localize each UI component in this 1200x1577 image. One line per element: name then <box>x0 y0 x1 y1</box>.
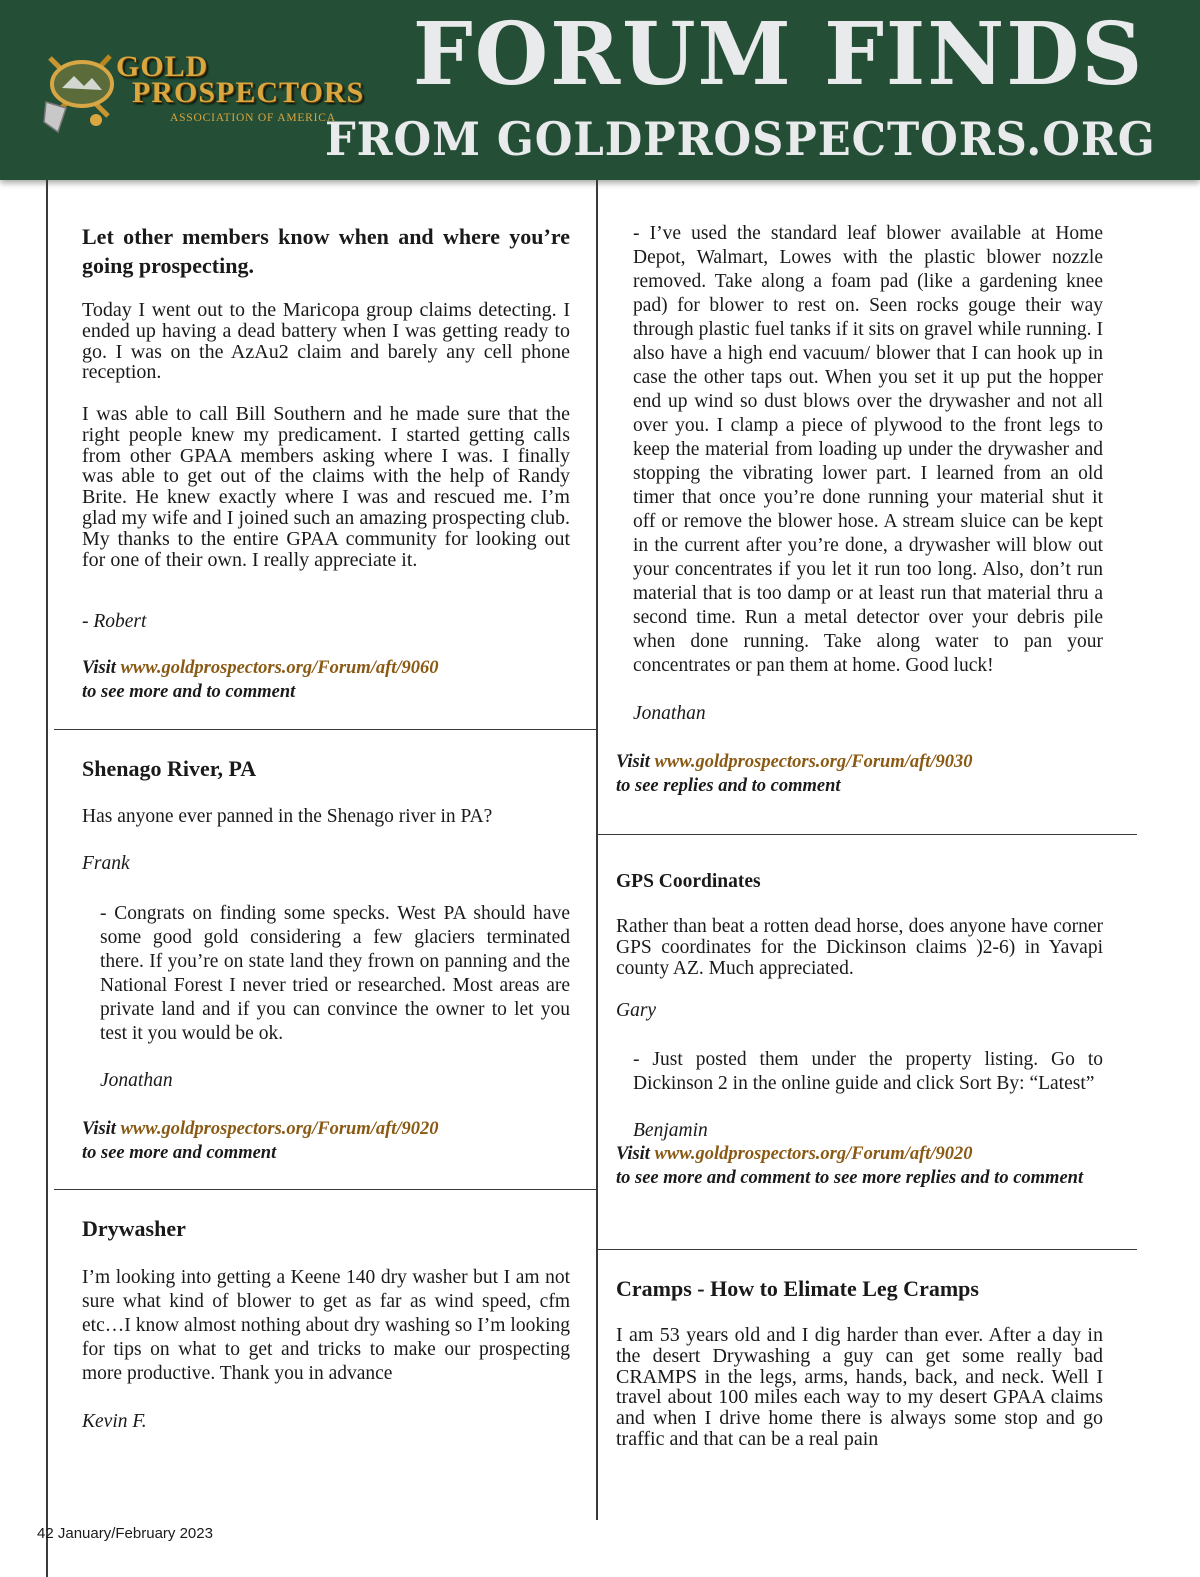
visit-label: Visit <box>616 752 650 772</box>
post-reply: - Just posted them under the property listing. Go to Dickinson 2 in the online guide and click Sort By: “Latest” <box>633 1049 1103 1094</box>
post-author: Frank <box>82 853 130 874</box>
post-heading: Let other members know when and where you’re going prospecting. <box>82 224 570 278</box>
forum-link[interactable]: www.goldprospectors.org/Forum/aft/9020 <box>654 1144 973 1164</box>
post-question: Has anyone ever panned in the Shenago river in PA? <box>82 806 493 827</box>
page-header <box>0 0 1200 180</box>
page-subtitle: FROM GOLDPROSPECTORS.ORG <box>325 112 1156 166</box>
section-divider <box>54 729 597 730</box>
post-body: I was able to call Bill Southern and he made sure that the right people knew my predicament. I started getting calls from other GPAA members asking where I was. I finally was able to get out of the claims with the help of Randy Brite. He knew exactly where I was and rescued me. I’m glad my wife and I joined such an amazing prospecting club. My thanks to the entire GPAA community for looking out for one of their own. I really appreciate it. <box>82 403 570 571</box>
forum-link[interactable]: www.goldprospectors.org/Forum/aft/9030 <box>654 752 973 772</box>
visit-label: Visit <box>82 658 116 678</box>
reply-author: Jonathan <box>100 1070 173 1091</box>
post-reply: - Congrats on finding some specks. West PA should have some good gold considering a few glaciers terminated there. If you’re on state land they frown on panning and the National Forest I never tried or researched. Most areas are private land and if you can convince the owner to let you test it you would be ok. <box>100 903 570 1044</box>
post-reply: - I’ve used the standard leaf blower available at Home Depot, Walmart, Lowes with the plastic blower nozzle removed. Take along a foam pad (like a gardening knee pad) for blower to rest on. Seen rocks gouge their way through plastic fuel tanks if it sits on gravel while running. I also have a high end vacuum/ blower that I can hook up in case the other taps out. When you set it up put the hopper end up wind so dust blows over the drywasher and not all over you. I clamp a piece of plywood to the front legs to keep the material from loading up under the drywasher and stopping the vibrating lower part. I learned from an old timer that once you’re done running your material shut it off or remove the blower hose. A stream sluice can be kept in the current after you’re done, a drywasher will blow out your concentrates if you let it run too long. Also, don’t run material that is too damp or at least run that material thru a second time. Run a metal detector over your debris pile when done running. Take along water to pan your concentrates or pan them at home. Good luck! <box>633 223 1103 676</box>
forum-link-block <box>616 1142 1103 1190</box>
post-heading: GPS Coordinates <box>616 871 761 892</box>
post-body: I am 53 years old and I dig harder than ever. After a day in the desert Drywashing a guy can get some really bad CRAMPS in the legs, arms, hands, back, and neck. Well I travel about 100 miles each way to my desert GPAA claims and when I drive home there is always some stop and go traffic and that can be a real pain <box>616 1324 1103 1450</box>
gpaa-logo <box>40 40 365 140</box>
section-divider <box>597 834 1137 835</box>
post-author: Kevin F. <box>82 1411 147 1432</box>
gold-pan-shovel-icon <box>40 46 120 136</box>
post-heading: Shenago River, PA <box>82 756 257 781</box>
visit-tail: to see more and comment <box>82 1143 277 1163</box>
reply-author: Jonathan <box>633 703 706 724</box>
post-author: Gary <box>616 1000 657 1021</box>
post-heading: Drywasher <box>82 1216 186 1241</box>
post-body: Today I went out to the Maricopa group claims detecting. I ended up having a dead battery when I was getting ready to go. I was on the AzAu2 claim and barely any cell phone reception. <box>82 299 570 384</box>
visit-label: Visit <box>616 1144 650 1164</box>
logo-text-prospectors: PROSPECTORS <box>132 76 365 109</box>
post-author: - Robert <box>82 611 147 632</box>
column-divider <box>596 180 598 1520</box>
visit-tail: to see replies and to comment <box>616 776 841 796</box>
section-divider <box>54 1189 597 1190</box>
visit-tail: to see more and to comment <box>82 682 296 702</box>
page-title: FORUM FINDS <box>412 4 1144 105</box>
forum-link-block <box>616 750 1116 798</box>
forum-link-block <box>82 1117 582 1165</box>
post-heading: Cramps - How to Elimate Leg Cramps <box>616 1276 979 1301</box>
logo-text-gold: GOLD <box>116 50 209 83</box>
left-margin-rule <box>46 180 48 1577</box>
logo-text-association: ASSOCIATION OF AMERICA <box>170 112 336 124</box>
section-divider <box>597 1249 1137 1250</box>
post-question: Rather than beat a rotten dead horse, does anyone have corner GPS coordinates for the Dickinson claims )2-6) in Yavapi county AZ. Much appreciated. <box>616 916 1103 979</box>
post-question: I’m looking into getting a Keene 140 dry washer but I am not sure what kind of blower to get as far as wind speed, cfm etc…I know almost nothing about dry washing so I’m looking for tips on what to get and tricks to make our prospecting more productive. Thank you in advance <box>82 1267 570 1384</box>
forum-link[interactable]: www.goldprospectors.org/Forum/aft/9060 <box>120 658 439 678</box>
reply-author: Benjamin <box>633 1120 708 1141</box>
visit-label: Visit <box>82 1119 116 1139</box>
page-folio: 42 January/February 2023 <box>37 1525 213 1542</box>
visit-tail: to see more and comment to see more replies and to comment <box>616 1168 1084 1188</box>
forum-link[interactable]: www.goldprospectors.org/Forum/aft/9020 <box>120 1119 439 1139</box>
forum-link-block <box>82 656 582 704</box>
